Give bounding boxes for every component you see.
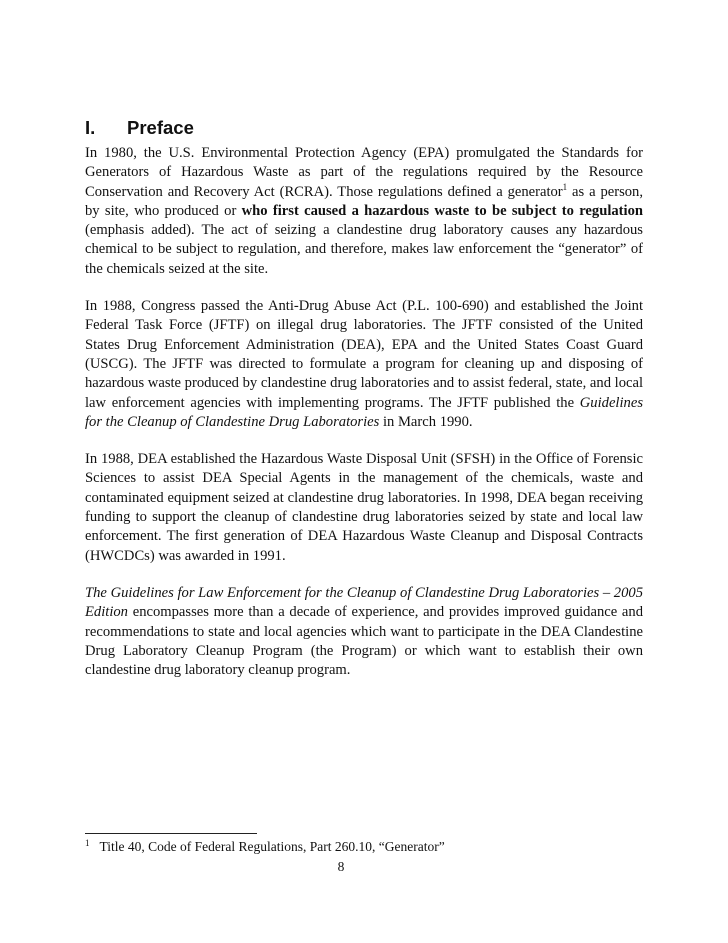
paragraph-2 bbox=[85, 297, 643, 432]
page-number: 8 bbox=[337, 859, 345, 874]
paragraph-1-text-b: as a person, by site, who produced or bbox=[85, 183, 643, 219]
paragraph-1-text-a: In 1980, the U.S. Environmental Protection Agency (EPA) promulgated the Standards for Generators of Hazardous Waste as part of the regulations required by the Resource Conservation and Recovery Act (RCRA). Those regulations defined a generator bbox=[85, 145, 643, 200]
footnote-mark: 1 bbox=[85, 837, 90, 848]
footnote bbox=[85, 839, 645, 855]
paragraph-2-text-b: in March 1990. bbox=[379, 413, 473, 430]
body-text bbox=[85, 144, 643, 698]
paragraph-1-text-c: (emphasis added). The act of seizing a clandestine drug laboratory causes any hazardous chemical to be subject to regulation, and therefore, makes law enforcement the “generator” of the chemicals seized at the site. bbox=[85, 222, 643, 277]
paragraph-3 bbox=[85, 450, 643, 566]
paragraph-4-title: The Guidelines for Law Enforcement for the Cleanup of Clandestine Drug Laboratories – 2005 Edition bbox=[85, 584, 643, 621]
paragraph-2-title: Guidelines for the Cleanup of Clandestine Drug Laboratories bbox=[85, 394, 643, 430]
paragraph-1-emphasis: who first caused a hazardous waste to be subject to regulation bbox=[241, 202, 643, 219]
paragraph-4 bbox=[85, 584, 643, 680]
paragraph-3-text: In 1988, DEA established the Hazardous Waste Disposal Unit (SFSH) in the Office of Forensic Sciences to assist DEA Special Agents in the management of the chemicals, waste and contaminated equipment seized at clandestine drug laboratories. In 1998, DEA began receiving funding to support the cleanup of clandestine drug laboratories seized by state and local law enforcement. The first generation of DEA Hazardous Waste Cleanup and Disposal Contracts (HWCDCs) was awarded in 1991. bbox=[85, 451, 643, 564]
paragraph-1 bbox=[85, 144, 643, 279]
footnote-reference[interactable]: 1 bbox=[562, 181, 568, 192]
paragraph-2-text-a: In 1988, Congress passed the Anti-Drug Abuse Act (P.L. 100-690) and established the Joint Federal Task Force (JFTF) on illegal drug laboratories. The JFTF consisted of the United States Drug Enforcement Administration (DEA), EPA and the United States Coast Guard (USCG). The JFTF was directed to formulate a program for cleaning up and disposing of hazardous waste produced by clandestine drug laboratories and to assist federal, state, and local law enforcement agencies with implementing programs. The JFTF published the bbox=[85, 298, 644, 411]
footnote-text: Title 40, Code of Federal Regulations, Part 260.10, “Generator” bbox=[99, 839, 445, 854]
paragraph-4-text: encompasses more than a decade of experience, and provides improved guidance and recommendations to state and local agencies which want to participate in the DEA Clandestine Drug Laboratory Cleanup Program (the Program) or which want to establish their own clandestine drug laboratory cleanup program. bbox=[85, 604, 643, 679]
section-heading bbox=[85, 116, 645, 140]
section-number: I. bbox=[85, 117, 96, 138]
footnote-separator bbox=[85, 833, 257, 834]
section-title: Preface bbox=[127, 117, 194, 138]
